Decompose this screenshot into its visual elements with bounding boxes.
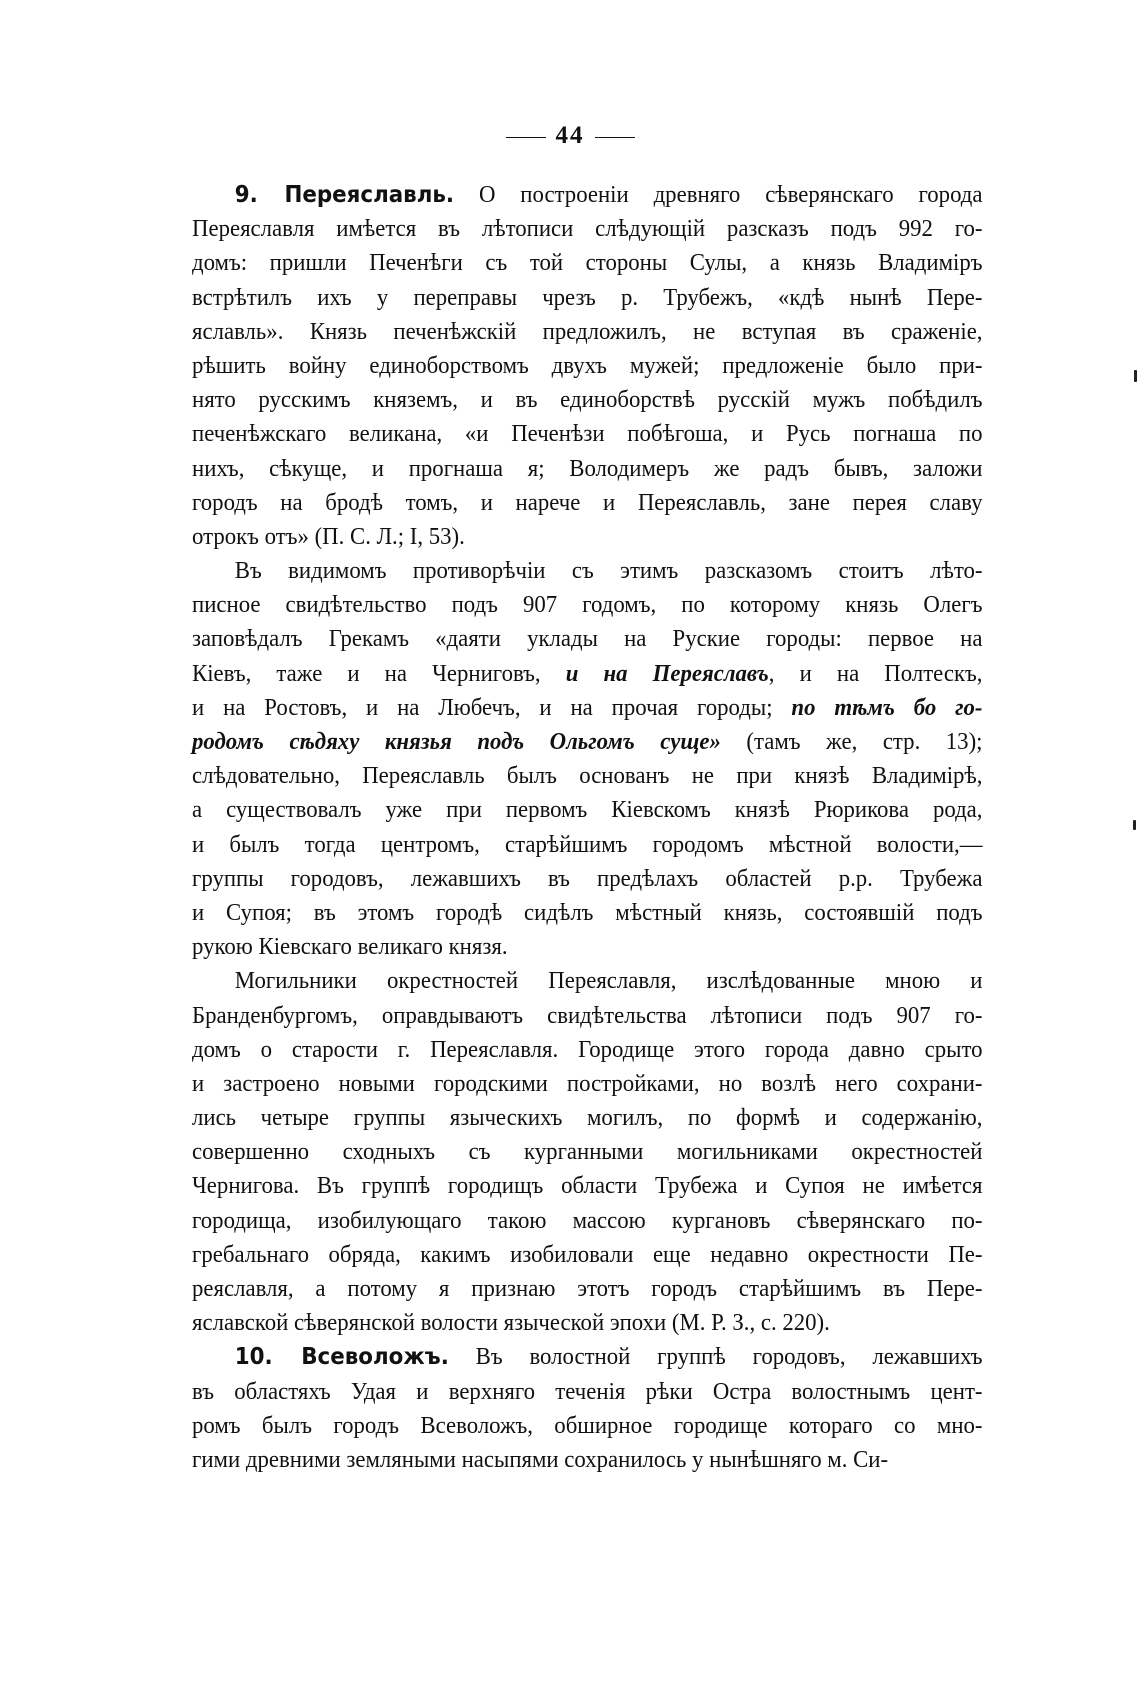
text-line (192, 1306, 983, 1340)
text-span: Кіевъ, таже и на Черниговъ, (192, 659, 566, 687)
text-line (192, 417, 983, 451)
text-line (192, 452, 983, 486)
text-line (192, 622, 983, 656)
section-heading: 10. Всеволожъ. (234, 1344, 449, 1371)
text-line (192, 486, 983, 520)
page-number-header (0, 122, 1140, 150)
text-span: Чернигова. Въ группѣ городищъ области Трубежа и Супоя не имѣется (192, 1172, 983, 1200)
text-line (192, 1272, 983, 1306)
text-line (192, 896, 983, 930)
emphasis-text: и на Переяславъ (565, 659, 769, 687)
text-line (192, 1443, 983, 1477)
text-line (192, 1101, 983, 1135)
text-line (192, 1409, 983, 1443)
paragraph (192, 964, 982, 1340)
emphasis-text: по тѣмъ бо го- (791, 693, 983, 721)
text-span: яславской сѣверянской волости языческой эпохи (М. Р. З., с. 220). (192, 1309, 830, 1337)
text-span: домъ: пришли Печенѣги съ той стороны Сулы, а князь Владиміръ (192, 249, 983, 277)
text-line (192, 349, 983, 383)
text-line (192, 588, 983, 622)
text-span: писное свидѣтельство подъ 907 годомъ, по которому князь Олегъ (192, 591, 983, 619)
text-span: и Супоя; въ этомъ городѣ сидѣлъ мѣстный князь, состоявшій подъ (192, 898, 983, 926)
page-number-dash-right (595, 137, 635, 138)
text-span: Въ видимомъ противорѣчіи съ этимъ разсказомъ стоитъ лѣто- (234, 557, 983, 585)
text-line (192, 212, 983, 246)
text-line (192, 246, 983, 280)
text-span: слѣдовательно, Переяславль былъ основанъ не при князѣ Владимірѣ, (192, 762, 983, 790)
text-line (192, 828, 983, 862)
text-line (192, 178, 983, 212)
text-line (192, 1238, 983, 1272)
section-heading: 9. Переяславль. (234, 182, 455, 208)
text-line (192, 725, 983, 759)
margin-mark (1134, 370, 1137, 382)
text-span: нихъ, сѣкуще, и прогнаша я; Володимеръ же радъ бывъ, заложи (192, 454, 983, 482)
emphasis-text: родомъ сѣдяху князья подъ Ольгомъ суще» (192, 728, 721, 755)
text-span: яславль». Князь печенѣжскій предложилъ, не вступая въ сраженіе, (192, 317, 983, 345)
text-span: и застроено новыми городскими постройками, но возлѣ него сохрани- (192, 1069, 983, 1097)
text-span: (тамъ же, стр. 13); (720, 728, 983, 755)
text-line (192, 383, 983, 417)
paragraph (192, 178, 982, 554)
text-span: рукою Кіевскаго великаго князя. (192, 933, 508, 961)
text-span: гребальнаго обряда, какимъ изобиловали еще недавно окрестности Пе- (192, 1240, 983, 1268)
page-number-dash-left (506, 137, 546, 138)
text-line (192, 1033, 983, 1067)
text-span: лись четыре группы языческихъ могилъ, по формѣ и содержанію, (192, 1104, 983, 1132)
text-line (192, 554, 983, 588)
text-line (192, 520, 983, 554)
text-span: заповѣдалъ Грекамъ «даяти уклады на Руские городы: первое на (192, 625, 983, 653)
text-line (192, 315, 983, 349)
text-span: Въ волостной группѣ городовъ, лежавшихъ (448, 1343, 983, 1371)
text-line (192, 793, 983, 827)
text-span: печенѣжскаго великана, «и Печенѣзи побѣгоша, и Русь погнаша по (192, 420, 983, 448)
text-span: совершенно сходныхъ съ курганными могильниками окрестностей (192, 1138, 983, 1166)
text-line (192, 1340, 983, 1374)
text-line (192, 759, 983, 793)
text-span: Переяславля имѣется въ лѣтописи слѣдующій разсказъ подъ 992 го- (192, 215, 983, 243)
text-span: ромъ былъ городъ Всеволожъ, обширное городище котораго со мно- (192, 1411, 983, 1439)
text-span: рѣшить войну единоборствомъ двухъ мужей; предложеніе было при- (192, 351, 983, 379)
text-line (192, 1375, 983, 1409)
text-span: Бранденбургомъ, оправдываютъ свидѣтельства лѣтописи подъ 907 го- (192, 1001, 983, 1029)
text-span: городища, изобилующаго такою массою кургановъ сѣверянскаго по- (192, 1206, 983, 1234)
text-span: а существовалъ уже при первомъ Кіевскомъ князѣ Рюрикова рода, (192, 796, 983, 824)
text-span: городъ на бродѣ томъ, и нарече и Переяславль, зане перея славу (192, 488, 983, 516)
text-span: домъ о старости г. Переяславля. Городище этого города давно срыто (192, 1035, 983, 1063)
text-line (192, 691, 983, 725)
body-text (192, 178, 982, 1477)
text-span: отрокъ отъ» (П. С. Л.; I, 53). (192, 522, 465, 550)
text-line (192, 999, 983, 1033)
text-line (192, 1204, 983, 1238)
text-span: , и на Полтескъ, (768, 659, 983, 687)
margin-mark (1133, 820, 1136, 830)
text-line (192, 930, 983, 964)
text-line (192, 281, 983, 315)
text-line (192, 1067, 983, 1101)
text-span: О построеніи древняго сѣверянскаго города (454, 181, 983, 208)
text-line (192, 964, 983, 998)
page-number: 44 (555, 122, 585, 149)
text-line (192, 657, 983, 691)
text-line (192, 1135, 983, 1169)
text-span: реяславля, а потому я признаю этотъ городъ старѣйшимъ въ Пере- (192, 1275, 983, 1302)
text-span: встрѣтилъ ихъ у переправы чрезъ р. Трубежъ, «кдѣ нынѣ Пере- (192, 283, 983, 311)
text-line (192, 862, 983, 896)
text-line (192, 1169, 983, 1203)
text-span: и на Ростовъ, и на Любечъ, и на прочая городы; (192, 693, 792, 721)
text-span: нято русскимъ княземъ, и въ единоборствѣ русскій мужъ побѣдилъ (192, 386, 983, 414)
text-span: въ областяхъ Удая и верхняго теченія рѣки Остра волостнымъ цент- (192, 1377, 983, 1405)
text-span: Могильники окрестностей Переяславля, изслѣдованные мною и (234, 967, 983, 995)
paragraph (192, 1340, 982, 1477)
text-span: и былъ тогда центромъ, старѣйшимъ городомъ мѣстной волости,— (192, 830, 983, 858)
text-span: гими древними земляными насыпями сохранилось у нынѣшняго м. Си- (192, 1445, 889, 1473)
paragraph (192, 554, 982, 964)
text-span: группы городовъ, лежавшихъ въ предѣлахъ областей р.р. Трубежа (192, 864, 983, 892)
